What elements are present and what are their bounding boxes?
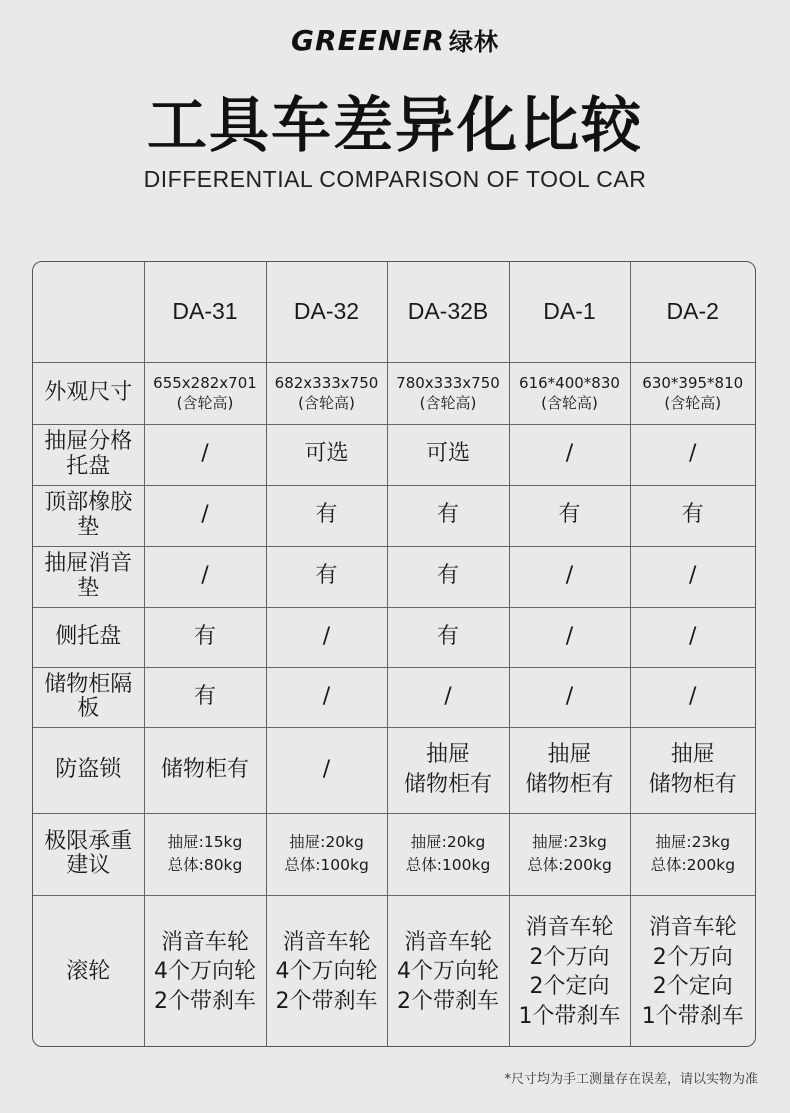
table-cell: 可选 — [387, 424, 509, 485]
row-label: 防盗锁 — [33, 727, 144, 813]
cell-line: 消音车轮 — [648, 914, 737, 940]
table-cell: 可选 — [266, 424, 387, 485]
cell-line: 2个定向 — [652, 974, 733, 1000]
model-header: DA-32B — [387, 262, 509, 362]
cell-line: (含轮高) — [541, 394, 598, 412]
table-cell: / — [509, 424, 630, 485]
table-cell: 有 — [387, 607, 509, 667]
cell-line: 总体:200kg — [650, 856, 736, 874]
cell-line: (含轮高) — [176, 394, 234, 412]
table-cell — [144, 727, 266, 813]
cell-line: 2个万向 — [652, 944, 733, 970]
table-cell — [387, 362, 509, 424]
brand-name-cn: 绿林 — [448, 28, 499, 56]
cell-line: 总体:80kg — [167, 856, 243, 874]
table-cell — [509, 727, 630, 813]
table-cell — [509, 362, 630, 424]
table-cell: / — [630, 546, 755, 607]
cell-line: 抽屉:23kg — [655, 832, 731, 851]
model-header: DA-31 — [144, 262, 266, 362]
cell-line: 储物柜有 — [403, 772, 492, 797]
comparison-table — [33, 262, 755, 1047]
table-cell — [630, 813, 755, 895]
cell-line: 消音车轮 — [403, 929, 492, 955]
cell-line: 总体:100kg — [284, 856, 369, 874]
table-row — [33, 727, 755, 813]
table-cell — [509, 895, 630, 1047]
cell-line: 抽屉 — [547, 742, 592, 768]
table-cell: / — [509, 546, 630, 607]
cell-line: (含轮高) — [419, 394, 477, 412]
cell-line: 2个带刹车 — [154, 989, 256, 1015]
row-label: 抽屉消音垫 — [33, 546, 144, 607]
cell-line: 4个万向轮 — [397, 959, 499, 985]
table-cell — [630, 362, 755, 424]
table-cell — [266, 813, 387, 895]
table-cell: / — [266, 667, 387, 727]
table-cell — [266, 895, 387, 1047]
header-row — [33, 262, 755, 362]
table-cell: / — [630, 607, 755, 667]
table-cell: / — [630, 424, 755, 485]
cell-line: 1个带刹车 — [518, 1003, 621, 1029]
table-row — [33, 895, 755, 1047]
table-row — [33, 485, 755, 546]
cell-line: / — [322, 757, 331, 783]
model-header: DA-32 — [266, 262, 387, 362]
cell-line: 总体:100kg — [405, 856, 491, 874]
cell-line: 630*395*810 — [642, 373, 744, 392]
table-cell: 有 — [387, 546, 509, 607]
page-title: 工具车差异化比较 — [147, 91, 643, 161]
cell-line: (含轮高) — [298, 394, 355, 412]
cell-line: (含轮高) — [664, 394, 722, 412]
table-cell: / — [144, 546, 266, 607]
row-label: 抽屉分格托盘 — [33, 424, 144, 485]
table-row — [33, 667, 755, 727]
page-subtitle: DIFFERENTIAL COMPARISON OF TOOL CAR — [143, 166, 647, 192]
cell-line: 抽屉:20kg — [410, 832, 486, 851]
cell-line: 抽屉:15kg — [167, 832, 243, 851]
table-row — [33, 813, 755, 895]
row-label: 顶部橡胶垫 — [33, 485, 144, 546]
comparison-table-container — [32, 261, 756, 1047]
table-body — [33, 362, 755, 1047]
table-cell: 有 — [266, 546, 387, 607]
footnote: *尺寸均为手工测量存在误差，请以实物为准 — [504, 1072, 758, 1087]
row-label: 储物柜隔板 — [33, 667, 144, 727]
cell-line: 抽屉 — [425, 742, 470, 768]
table-cell: / — [630, 667, 755, 727]
table-cell — [144, 895, 266, 1047]
cell-line: 4个万向轮 — [154, 959, 256, 985]
table-cell — [144, 813, 266, 895]
table-cell: 有 — [387, 485, 509, 546]
table-row — [33, 424, 755, 485]
brand-logo — [0, 22, 790, 57]
model-header: DA-2 — [630, 262, 755, 362]
cell-line: 总体:200kg — [527, 856, 612, 874]
table-cell: 有 — [509, 485, 630, 546]
row-label: 侧托盘 — [33, 607, 144, 667]
table-cell: / — [144, 485, 266, 546]
cell-line: 抽屉:23kg — [532, 832, 607, 851]
table-row — [33, 546, 755, 607]
table-cell — [387, 813, 509, 895]
table-cell: / — [266, 607, 387, 667]
cell-line: 储物柜有 — [648, 772, 737, 797]
table-cell: / — [509, 667, 630, 727]
brand-logo-text: GREENER — [291, 24, 445, 57]
table-cell — [509, 813, 630, 895]
cell-line: 616*400*830 — [519, 373, 620, 392]
header-corner — [33, 262, 144, 362]
table-cell — [630, 895, 755, 1047]
table-cell — [630, 727, 755, 813]
table-cell: 有 — [266, 485, 387, 546]
table-cell: / — [387, 667, 509, 727]
cell-line: 780x333x750 — [396, 373, 500, 392]
row-label: 极限承重建议 — [33, 813, 144, 895]
cell-line: 2个万向 — [529, 944, 610, 970]
cell-line: 储物柜有 — [525, 772, 614, 797]
table-cell: / — [509, 607, 630, 667]
table-cell — [266, 362, 387, 424]
cell-line: 4个万向轮 — [275, 959, 378, 985]
cell-line: 消音车轮 — [282, 929, 371, 955]
cell-line: 2个带刹车 — [275, 989, 378, 1015]
cell-line: 2个带刹车 — [397, 989, 499, 1015]
cell-line: 655x282x701 — [153, 373, 257, 392]
row-label: 外观尺寸 — [33, 362, 144, 424]
table-cell: 有 — [144, 607, 266, 667]
table-row — [33, 362, 755, 424]
row-label: 滚轮 — [33, 895, 144, 1047]
cell-line: 1个带刹车 — [641, 1003, 744, 1029]
cell-line: 抽屉 — [670, 742, 715, 768]
cell-line: 消音车轮 — [525, 914, 614, 940]
cell-line: 消音车轮 — [160, 929, 249, 955]
table-row — [33, 607, 755, 667]
table-cell: / — [144, 424, 266, 485]
table-cell: 有 — [144, 667, 266, 727]
table-cell — [387, 727, 509, 813]
cell-line: 抽屉:20kg — [289, 832, 364, 851]
model-header: DA-1 — [509, 262, 630, 362]
table-cell: 有 — [630, 485, 755, 546]
table-cell — [266, 727, 387, 813]
cell-line: 2个定向 — [529, 974, 610, 1000]
table-cell — [144, 362, 266, 424]
table-cell — [387, 895, 509, 1047]
cell-line: 682x333x750 — [274, 373, 379, 392]
cell-line: 储物柜有 — [160, 757, 249, 783]
